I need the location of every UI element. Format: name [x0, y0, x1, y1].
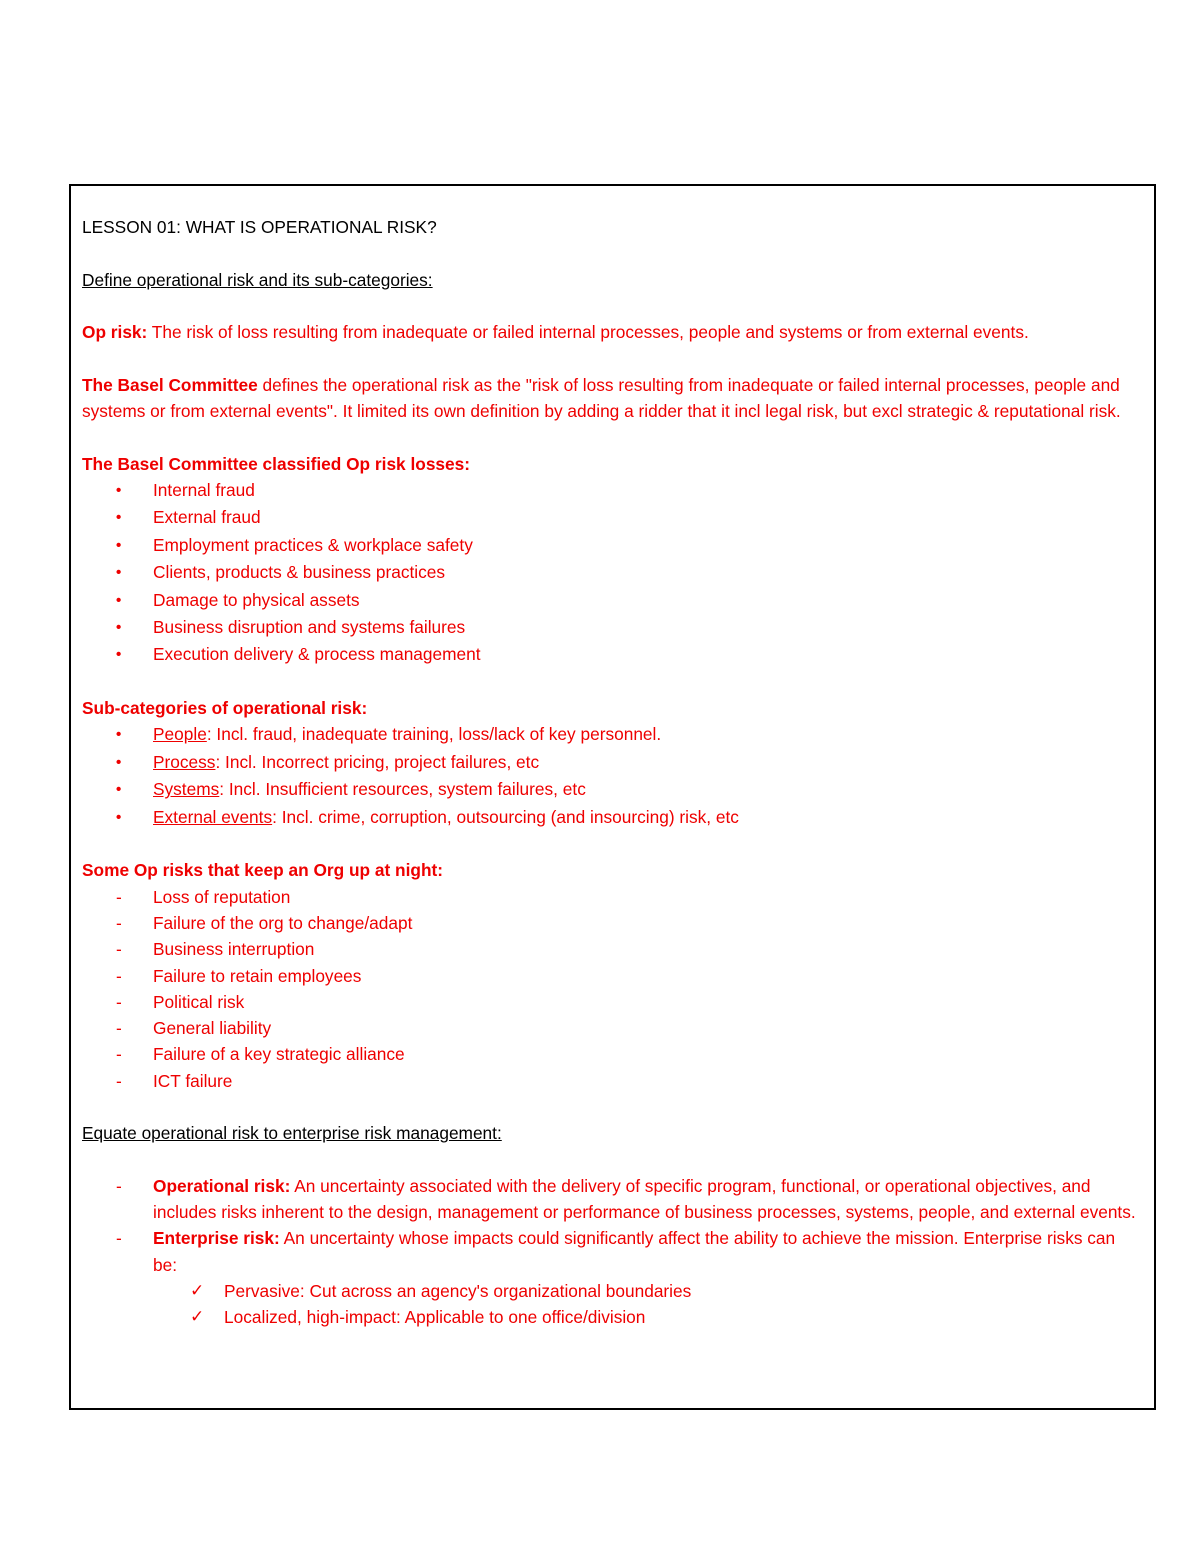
checkmark-icon: ✓: [190, 1307, 205, 1327]
bullet-icon: •: [116, 808, 122, 826]
list-item: - Failure of a key strategic alliance: [82, 1041, 1142, 1067]
dash-icon: -: [116, 1070, 122, 1091]
enterprise-risk-text: An uncertainty whose impacts could significantly affect the ability to achieve the mission. Enterprise risks can be:: [153, 1228, 1116, 1275]
list-item: • External fraud: [82, 504, 1142, 531]
list-item: - Business interruption: [82, 936, 1142, 962]
lesson-content: [82, 214, 1142, 1331]
basel-definition: [82, 372, 1142, 425]
lesson-box: [69, 184, 1156, 1410]
op-risk-label: Op risk:: [82, 322, 148, 343]
list-item: • Systems: Incl. Insufficient resources, system failures, etc: [82, 776, 1142, 803]
enterprise-risk-label: Enterprise risk:: [153, 1228, 280, 1249]
list-item: • Execution delivery & process management: [82, 641, 1142, 668]
operational-risk-item: [82, 1173, 1142, 1226]
operational-risk-text: An uncertainty associated with the delivery of specific program, functional, or operational objectives, and includes risks inherent to the design, management or performance of business processes, systems, people, and external events.: [153, 1175, 1136, 1223]
list-item: ✓ Pervasive: Cut across an agency's organizational boundaries: [82, 1278, 1142, 1304]
list-item: - Failure to retain employees: [82, 963, 1142, 989]
bullet-icon: •: [116, 619, 122, 636]
operational-risk-label: Operational risk:: [153, 1175, 291, 1196]
list-item: • External events: Incl. crime, corruption, outsourcing (and insourcing) risk, etc: [82, 804, 1142, 831]
bullet-icon: •: [116, 509, 122, 527]
list-item: • Business disruption and systems failures: [82, 614, 1142, 641]
subcategory-term: Process: [153, 751, 216, 772]
lesson-title: LESSON 01: WHAT IS OPERATIONAL RISK?: [82, 217, 437, 237]
list-item: - ICT failure: [82, 1068, 1142, 1094]
basel-text: defines the operational risk as the "risk of loss resulting from inadequate or failed internal processes, people and systems or from external events". It limited its own definition by adding a ridder that it incl legal risk, but excl strategic & reputational risk.: [82, 374, 1121, 422]
bullet-icon: •: [116, 646, 122, 664]
dash-icon: -: [116, 1044, 122, 1065]
list-item: - General liability: [82, 1015, 1142, 1041]
list-item: • Internal fraud: [82, 477, 1142, 504]
list-item: • Damage to physical assets: [82, 587, 1142, 614]
bullet-icon: •: [116, 591, 122, 609]
dash-icon: -: [116, 1175, 122, 1196]
equate-heading: Equate operational risk to enterprise risk management:: [82, 1123, 502, 1144]
basel-classified-heading: The Basel Committee classified Op risk losses:: [82, 453, 471, 474]
checkmark-icon: ✓: [190, 1281, 205, 1301]
bullet-icon: •: [116, 726, 122, 744]
list-item: - Loss of reputation: [82, 884, 1142, 910]
dash-icon: -: [116, 912, 122, 933]
subcategory-term: People: [153, 724, 207, 745]
dash-icon: -: [116, 939, 122, 960]
bullet-icon: •: [116, 781, 122, 799]
dash-icon: -: [116, 965, 122, 986]
enterprise-risk-types: [82, 1278, 1142, 1331]
dash-icon: -: [116, 991, 122, 1012]
subcategories-heading: Sub-categories of operational risk:: [82, 698, 368, 719]
list-item: • Process: Incl. Incorrect pricing, project failures, etc: [82, 749, 1142, 776]
op-risk-text: The risk of loss resulting from inadequate or failed internal processes, people and systems or from external events.: [147, 322, 1029, 343]
bullet-icon: •: [116, 481, 122, 499]
dash-icon: -: [116, 1018, 122, 1039]
subcategory-term: External events: [153, 806, 273, 827]
define-heading: Define operational risk and its sub-categories:: [82, 269, 433, 290]
keep-up-heading: Some Op risks that keep an Org up at night:: [82, 860, 444, 881]
list-item: • People: Incl. fraud, inadequate training, loss/lack of key personnel.: [82, 721, 1142, 748]
bullet-icon: •: [116, 564, 122, 582]
list-item: - Failure of the org to change/adapt: [82, 910, 1142, 936]
dash-icon: -: [116, 886, 122, 907]
subcategory-term: Systems: [153, 779, 220, 800]
basel-classified-list: [82, 477, 1142, 669]
bullet-icon: •: [116, 536, 122, 554]
op-risk-definition: [82, 319, 1142, 345]
list-item: • Employment practices & workplace safety: [82, 532, 1142, 559]
bullet-icon: •: [116, 753, 122, 771]
subcategories-list: [82, 721, 1142, 831]
keep-up-list: [82, 884, 1142, 1094]
basel-label: The Basel Committee: [82, 374, 258, 395]
enterprise-risk-item: [82, 1225, 1142, 1278]
list-item: ✓ Localized, high-impact: Applicable to one office/division: [82, 1304, 1142, 1330]
dash-icon: -: [116, 1228, 122, 1249]
list-item: - Political risk: [82, 989, 1142, 1015]
list-item: • Clients, products & business practices: [82, 559, 1142, 586]
